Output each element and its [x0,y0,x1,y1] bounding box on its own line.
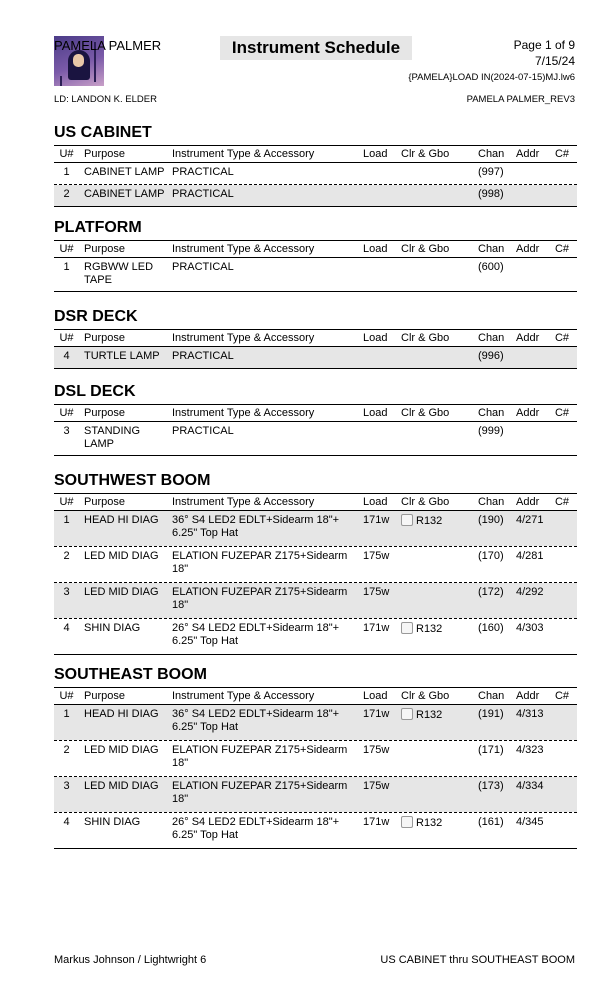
col-unit: U# [59,690,74,702]
color-cell [401,708,442,722]
table-row[interactable] [54,547,577,582]
unit-number: 3 [63,586,70,598]
col-load: Load [363,690,388,702]
table-row[interactable] [54,185,577,206]
table-row[interactable] [54,705,577,740]
col-color: Clr & Gbo [401,243,450,255]
load-cell: 175w [363,744,390,756]
load-cell: 175w [363,780,390,792]
purpose-cell: HEAD HI DIAG [84,708,159,720]
col-unit: U# [59,148,74,160]
instrument-type-cell: PRACTICAL [172,425,234,437]
address-cell: 4/281 [516,550,544,562]
col-chan: Chan [478,690,505,702]
schedule-section [54,469,577,655]
col-unit: U# [59,332,74,344]
page-number: Page 1 of 9 [513,38,575,52]
table-row[interactable] [54,163,577,184]
col-chan: Chan [478,407,505,419]
purpose-cell: LED MID DIAG [84,586,159,598]
instrument-type-cell: ELATION FUZEPAR Z175+Sidearm 18" [172,780,348,805]
col-color: Clr & Gbo [401,332,450,344]
instrument-type-cell: 26° S4 LED2 EDLT+Sidearm 18"+ 6.25" Top Hat [172,622,340,647]
unit-number: 2 [63,744,70,756]
channel-cell: (173) [478,780,504,792]
footer-author: Markus Johnson / Lightwright 6 [54,954,207,966]
col-purpose: Purpose [84,690,125,702]
print-date: 7/15/24 [534,54,575,68]
load-cell: 171w [363,514,390,526]
instrument-type-cell: ELATION FUZEPAR Z175+Sidearm 18" [172,744,348,769]
purpose-cell: STANDING LAMP [84,425,141,450]
section-title: SOUTHEAST BOOM [54,666,207,683]
col-addr: Addr [516,407,540,419]
col-load: Load [363,332,388,344]
col-chan: Chan [478,148,505,160]
designer-name: PAMELA PALMER [54,38,162,53]
col-color: Clr & Gbo [401,407,450,419]
col-circuit: C# [554,148,569,160]
channel-cell: (190) [478,514,504,526]
section-end-rule [54,455,577,456]
col-circuit: C# [554,690,569,702]
lighting-designer: LD: LANDON K. ELDER [54,94,157,105]
table-row[interactable] [54,741,577,776]
channel-cell: (996) [478,350,504,362]
section-title: DSL DECK [54,383,136,400]
color-swatch-icon [401,708,413,720]
channel-cell: (600) [478,261,504,273]
instrument-type-cell: PRACTICAL [172,350,234,362]
schedule-section [54,305,577,369]
file-name: {PAMELA}LOAD IN(2024-07-15)MJ.lw6 [408,72,575,83]
section-title: DSR DECK [54,308,138,325]
purpose-cell: SHIN DIAG [84,622,141,634]
address-cell: 4/323 [516,744,544,756]
channel-cell: (191) [478,708,504,720]
load-cell: 171w [363,622,390,634]
instrument-type-cell: PRACTICAL [172,261,234,273]
color-code: R132 [416,623,443,635]
col-circuit: C# [554,332,569,344]
col-addr: Addr [516,690,540,702]
col-purpose: Purpose [84,496,125,508]
col-load: Load [363,496,388,508]
col-chan: Chan [478,496,505,508]
load-cell: 171w [363,816,390,828]
channel-cell: (172) [478,586,504,598]
col-circuit: C# [554,407,569,419]
channel-cell: (999) [478,425,504,437]
column-header-row [54,687,577,705]
col-type: Instrument Type & Accessory [172,243,315,255]
color-cell [401,514,442,528]
purpose-cell: CABINET LAMP [84,166,165,178]
unit-number: 2 [63,550,70,562]
col-load: Load [363,148,388,160]
purpose-cell: LED MID DIAG [84,550,159,562]
channel-cell: (170) [478,550,504,562]
load-cell: 175w [363,586,390,598]
section-end-rule [54,291,577,292]
purpose-cell: TURTLE LAMP [84,350,160,362]
address-cell: 4/334 [516,780,544,792]
section-title: US CABINET [54,124,152,141]
section-end-rule [54,848,577,849]
col-type: Instrument Type & Accessory [172,332,315,344]
col-type: Instrument Type & Accessory [172,407,315,419]
purpose-cell: LED MID DIAG [84,780,159,792]
col-color: Clr & Gbo [401,496,450,508]
table-row[interactable] [54,347,577,368]
channel-cell: (997) [478,166,504,178]
address-cell: 4/292 [516,586,544,598]
unit-number: 3 [63,780,70,792]
col-purpose: Purpose [84,407,125,419]
logo-face [73,54,84,67]
column-header-row [54,329,577,347]
schedule-section [54,663,577,849]
channel-cell: (998) [478,188,504,200]
column-header-row [54,145,577,163]
col-circuit: C# [554,243,569,255]
section-end-rule [54,654,577,655]
color-code: R132 [416,515,443,527]
col-chan: Chan [478,332,505,344]
col-unit: U# [59,496,74,508]
column-header-row [54,240,577,258]
color-code: R132 [416,817,443,829]
color-swatch-icon [401,514,413,526]
instrument-type-cell: ELATION FUZEPAR Z175+Sidearm 18" [172,550,348,575]
color-swatch-icon [401,816,413,828]
channel-cell: (161) [478,816,504,828]
col-addr: Addr [516,243,540,255]
logo-line [60,76,62,86]
section-end-rule [54,368,577,369]
instrument-type-cell: PRACTICAL [172,166,234,178]
column-header-row [54,404,577,422]
color-cell [401,816,442,830]
channel-cell: (171) [478,744,504,756]
instrument-type-cell: PRACTICAL [172,188,234,200]
table-row[interactable] [54,422,577,455]
address-cell: 4/303 [516,622,544,634]
unit-number: 4 [63,622,70,634]
col-purpose: Purpose [84,148,125,160]
section-title: PLATFORM [54,219,142,236]
schedule-section [54,121,577,207]
unit-number: 4 [63,350,70,362]
col-addr: Addr [516,148,540,160]
col-color: Clr & Gbo [401,148,450,160]
channel-cell: (160) [478,622,504,634]
color-code: R132 [416,709,443,721]
col-load: Load [363,407,388,419]
instrument-type-cell: 26° S4 LED2 EDLT+Sidearm 18"+ 6.25" Top Hat [172,816,340,841]
unit-number: 1 [63,708,70,720]
col-purpose: Purpose [84,243,125,255]
instrument-type-cell: 36° S4 LED2 EDLT+Sidearm 18"+ 6.25" Top Hat [172,708,340,733]
unit-number: 1 [63,514,70,526]
table-row[interactable] [54,511,577,546]
col-unit: U# [59,407,74,419]
col-color: Clr & Gbo [401,690,450,702]
schedule-section [54,216,577,292]
section-end-rule [54,206,577,207]
col-circuit: C# [554,496,569,508]
purpose-cell: LED MID DIAG [84,744,159,756]
col-addr: Addr [516,332,540,344]
col-purpose: Purpose [84,332,125,344]
table-row[interactable] [54,813,577,848]
unit-number: 2 [63,188,70,200]
col-type: Instrument Type & Accessory [172,496,315,508]
unit-number: 3 [63,425,70,437]
schedule-section [54,380,577,456]
table-row[interactable] [54,583,577,618]
load-cell: 171w [363,708,390,720]
color-swatch-icon [401,622,413,634]
revision-label: PAMELA PALMER_REV3 [466,94,575,105]
unit-number: 4 [63,816,70,828]
table-row[interactable] [54,258,577,291]
instrument-type-cell: ELATION FUZEPAR Z175+Sidearm 18" [172,586,348,611]
page-title: Instrument Schedule [220,36,412,60]
col-unit: U# [59,243,74,255]
table-row[interactable] [54,777,577,812]
col-load: Load [363,243,388,255]
address-cell: 4/271 [516,514,544,526]
col-type: Instrument Type & Accessory [172,690,315,702]
color-cell [401,622,442,636]
unit-number: 1 [63,166,70,178]
instrument-type-cell: 36° S4 LED2 EDLT+Sidearm 18"+ 6.25" Top Hat [172,514,340,539]
table-row[interactable] [54,619,577,654]
section-title: SOUTHWEST BOOM [54,472,211,489]
load-cell: 175w [363,550,390,562]
address-cell: 4/313 [516,708,544,720]
unit-number: 1 [63,261,70,273]
purpose-cell: RGBWW LED TAPE [84,261,154,286]
address-cell: 4/345 [516,816,544,828]
purpose-cell: SHIN DIAG [84,816,141,828]
col-addr: Addr [516,496,540,508]
column-header-row [54,493,577,511]
col-type: Instrument Type & Accessory [172,148,315,160]
col-chan: Chan [478,243,505,255]
footer-range: US CABINET thru SOUTHEAST BOOM [380,954,575,966]
purpose-cell: HEAD HI DIAG [84,514,159,526]
purpose-cell: CABINET LAMP [84,188,165,200]
